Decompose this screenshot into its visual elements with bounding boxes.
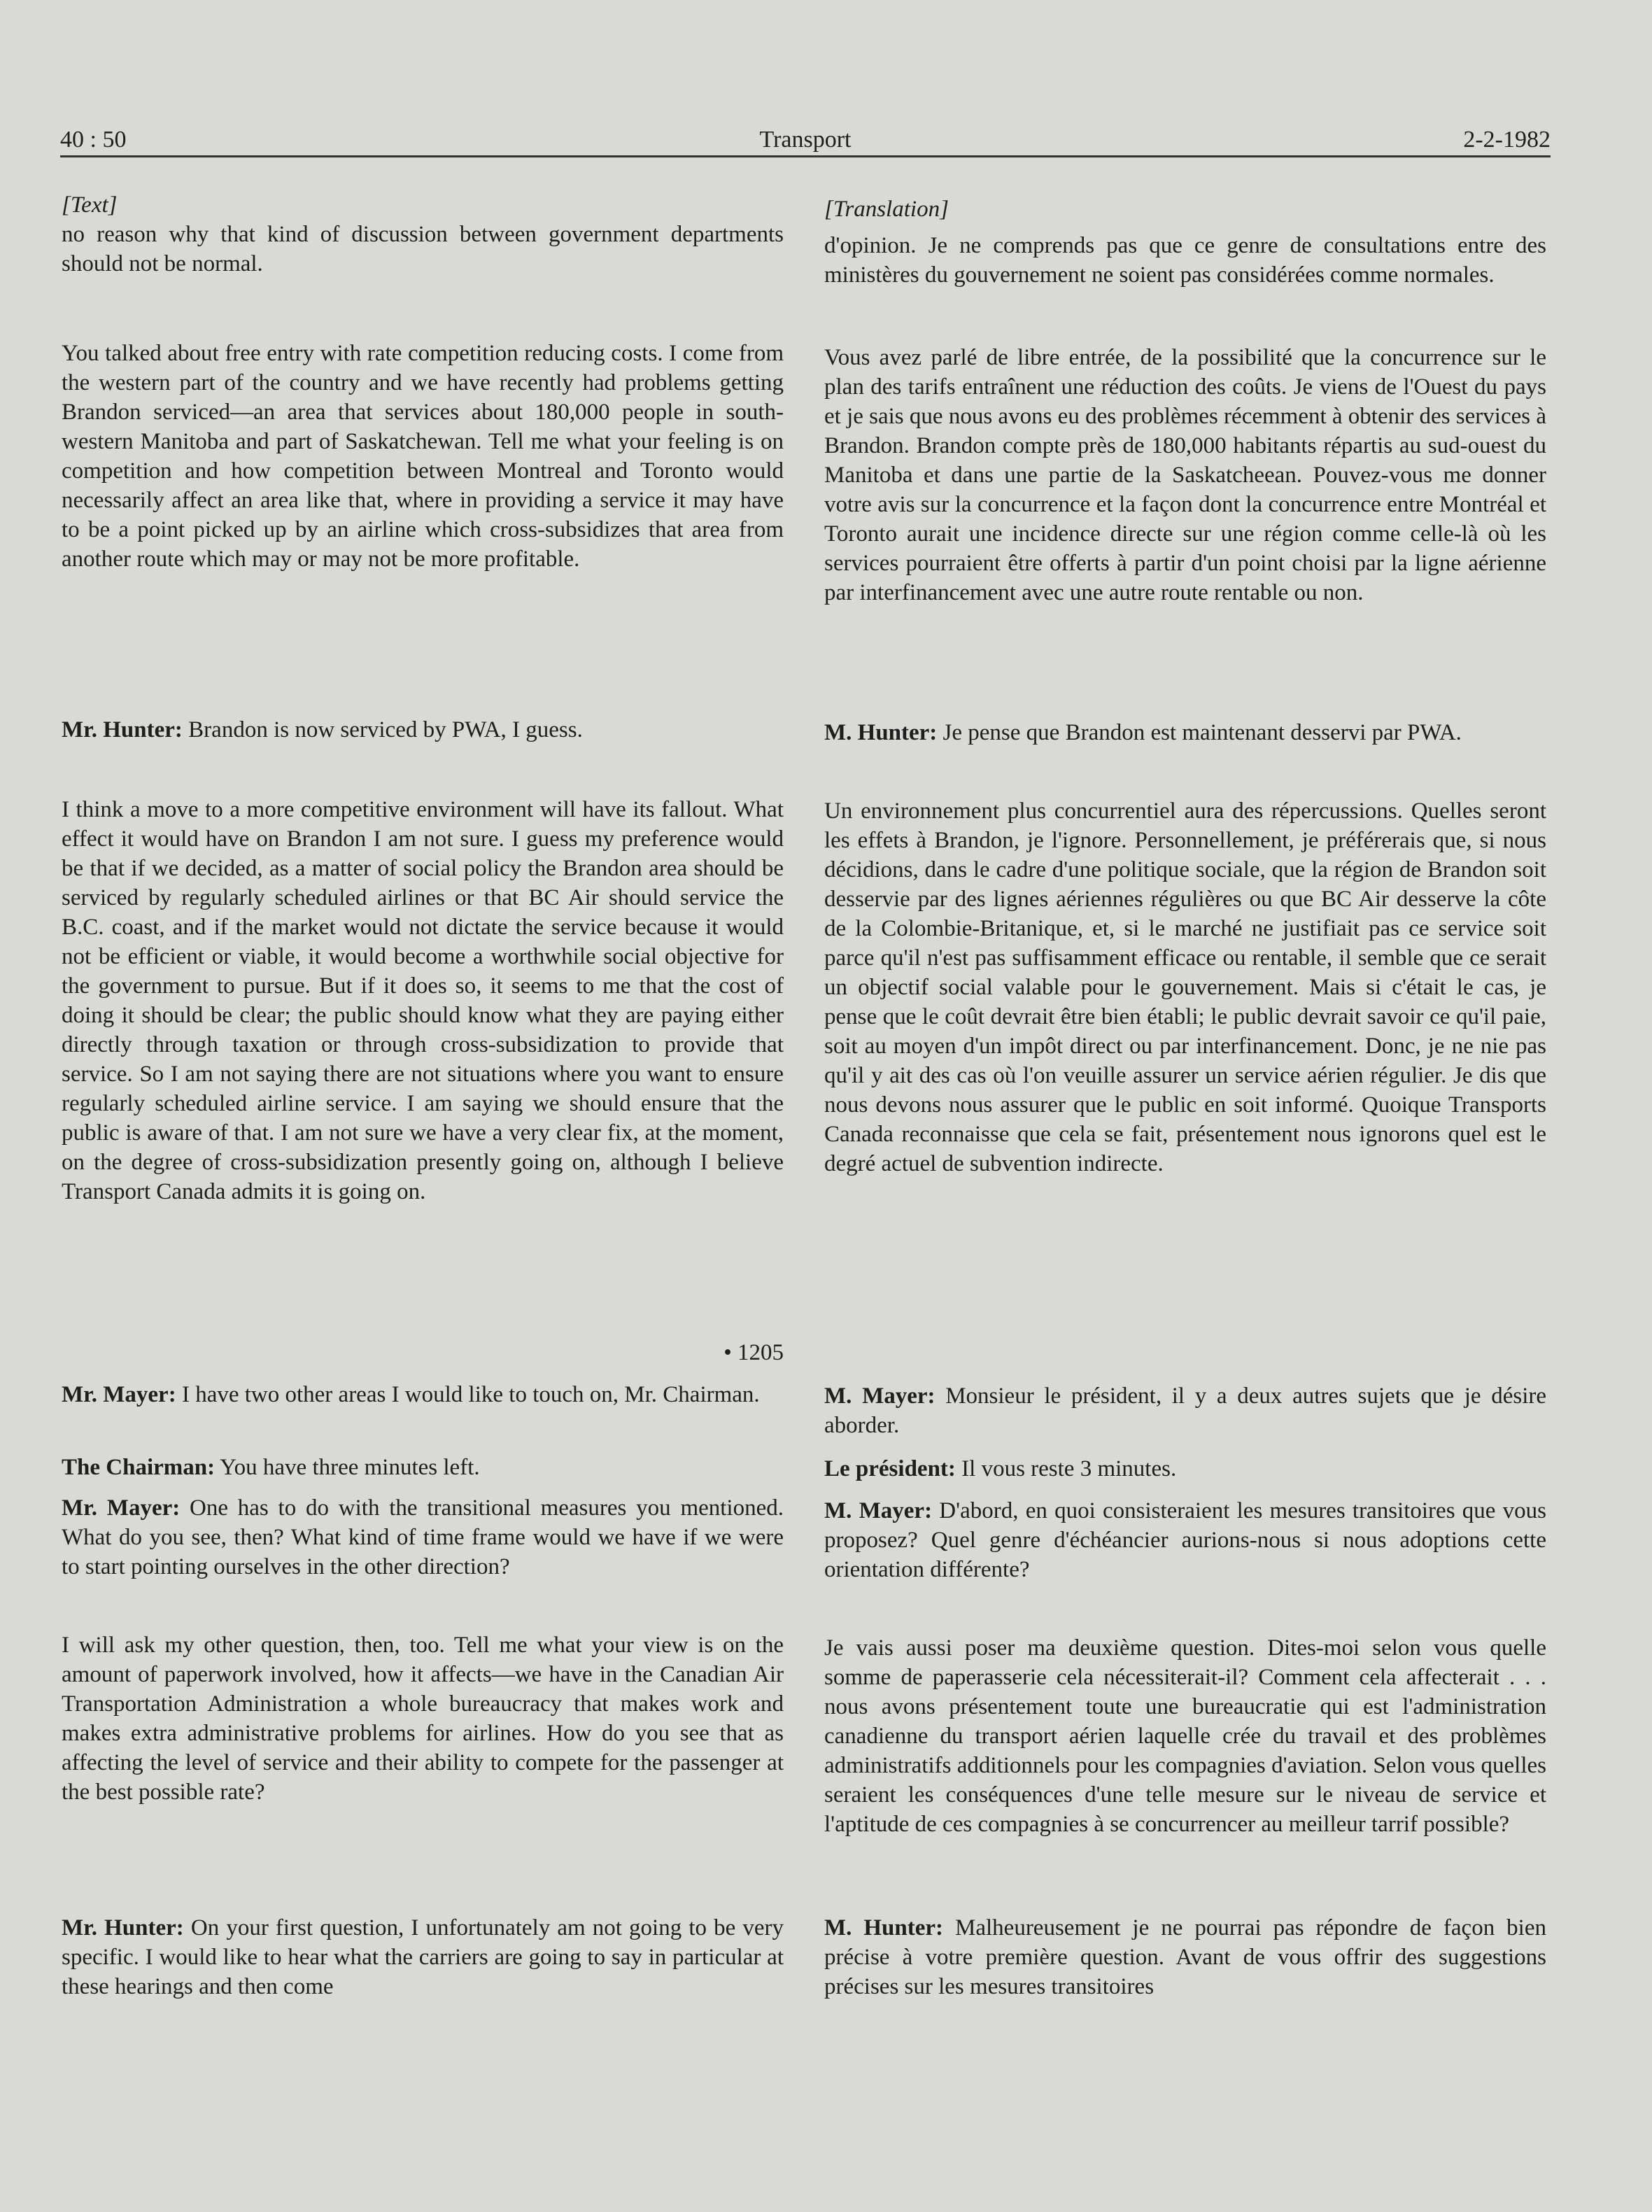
right-paragraph-7: [824, 1496, 1546, 1584]
right-paragraph-4: Un environnement plus concurrentiel aura des répercussions. Quelles seront les effets à Brandon, je l'ignore. Personnellement, je préférerais que, si nous décidions, dans le cadre d'une politique sociale, que la région de Brandon soit desservie par des lignes aériennes régulières ou que BC Air desserve la côte de la Colombie-Britanique, et, si le marché ne justifiait pas ce service soit parce qu'il n'est pas suffisamment efficace ou rentable, il semble que ce serait un objectif social valable pour le gouvernement. Mais si c'était le cas, je pense que le coût devrait être bien établi; le public devrait savoir ce qu'il paie, soit au moyen d'un impôt direct ou par interfinancement. Donc, je ne nie pas qu'il y ait des cas où l'on veuille assurer un service aérien régulier. Je dis que nous devons nous assurer que le public en soit informé. Quoique Transports Canada reconnaisse que cela se fait, présentement nous ignorons quel est le degré actuel de subvention indirecte.: [824, 798, 1546, 1176]
right-paragraph-3: [824, 718, 1546, 747]
speech: Brandon is now serviced by PWA, I guess.: [182, 717, 583, 742]
left-paragraph-3: [62, 715, 784, 745]
left-paragraph-4: I think a move to a more competitive environment will have its fallout. What effect it would have on Brandon I am not sure. I guess my preference would be that if we decided, as a matter of social policy the Brandon area should be serviced by regularly scheduled airlines or that BC Air should service the B.C. coast, and if the market would not dictate the service because it would not be efficient or viable, it would become a worthwhile social objective for the government to pursue. But if it does so, it seems to me that the cost of doing it should be clear; the public should know what they are paying either directly through taxation or through cross-subsidization to provide that service. So I am not saying there are not situations where you want to ensure regularly scheduled airline service. I am saying we should ensure that the public is aware of that. I am not sure we have a very clear fix, at the moment, on the degree of cross-subsidization presently going on, although I believe Transport Canada admits it is going on.: [62, 797, 784, 1204]
speech: Monsieur le président, il y a deux autres sujets que je désire aborder.: [824, 1383, 1547, 1438]
speech: I have two other areas I would like to touch on, Mr. Chairman.: [176, 1382, 760, 1407]
right-paragraph-2: Vous avez parlé de libre entrée, de la possibilité que la concurrence sur le plan des tarifs entraînent une réduction des coûts. Je viens de l'Ouest du pays et je sais que nous avons eu des problèmes récemment à obtenir des services à Brandon. Brandon compte près de 180,000 habitants répartis au sud-ouest du Manitoba et dans une partie de la Saskatcheean. Pouvez-vous me donner votre avis sur la concurrence et la façon dont la concurrence entre Montréal et Toronto aurait une incidence directe sur une région comme celle-là où les services pourraient être offerts à partir d'un point choisi par la ligne aérienne par interfinancement avec une autre route rentable ou non.: [824, 345, 1546, 605]
left-paragraph-9: [62, 1913, 784, 2001]
right-paragraph-6: [824, 1454, 1546, 1484]
right-paragraph-8: Je vais aussi poser ma deuxième question. Dites-moi selon vous quelle somme de paperasserie cela nécessiterait-il? Comment cela affecterait . . . nous avons présentement toute une bureaucratie qui est l'administration canadienne du transport aérien laquelle crée du travail et des problèmes administratifs additionnels pour les compagnies d'aviation. Selon vous quelles seraient les conséquences d'une telle mesure sur le niveau de service et l'aptitude de ces compagnies à se concurrencer au meilleur tarrif possible?: [824, 1635, 1546, 1837]
speech: You have three minutes left.: [215, 1455, 480, 1480]
speech: Il vous reste 3 minutes.: [955, 1456, 1177, 1481]
translation-tag: [Translation]: [824, 197, 949, 222]
page-header: [60, 123, 1551, 157]
speech: Malheureusement je ne pourrai pas répondre de façon bien précise à votre première question. Avant de vous offrir des suggestions précises sur les mesures transitoires: [824, 1915, 1546, 1999]
page-number: 40 : 50: [60, 127, 127, 153]
page-date: 2-2-1982: [1463, 127, 1551, 153]
left-paragraph-1: no reason why that kind of discussion between government departments should not be normal.: [62, 222, 784, 276]
left-paragraph-5: [62, 1380, 784, 1409]
speaker: M. Mayer:: [824, 1383, 936, 1409]
right-paragraph-5: [824, 1381, 1546, 1440]
text-tag: [Text]: [62, 192, 118, 218]
left-paragraph-2: You talked about free entry with rate competition reducing costs. I come from the western part of the country and we have recently had problems getting Brandon serviced—an area that services about 180,000 people in south-western Manitoba and part of Saskatchewan. Tell me what your feeling is on competition and how competition between Montreal and Toronto would necessarily affect an area like that, where in providing a service it may have to be a point picked up by an airline which cross-subsidizes that area from another route which may or may not be more profitable.: [62, 341, 784, 572]
speaker: Mr. Hunter:: [62, 717, 183, 742]
speaker: Mr. Mayer:: [62, 1495, 181, 1521]
speaker: M. Mayer:: [824, 1498, 933, 1523]
speaker: Mr. Hunter:: [62, 1915, 184, 1940]
time-marker: • 1205: [723, 1340, 784, 1365]
left-paragraph-7: [62, 1493, 784, 1581]
left-paragraph-8: I will ask my other question, then, too. Tell me what your view is on the amount of paperwork involved, how it affects—we have in the Canadian Air Transportation Administration a whole bureaucracy that makes work and makes extra administrative problems for airlines. How do you see that as affecting the level of service and their ability to compete for the passenger at the best possible rate?: [62, 1633, 784, 1805]
right-paragraph-9: [824, 1913, 1546, 2001]
running-title: Transport: [759, 127, 852, 153]
speech: One has to do with the transitional measures you mentioned. What do you see, then? What kind of time frame would we have if we were to start pointing ourselves in the other direction?: [62, 1495, 784, 1579]
speech: On your first question, I unfortunately am not going to be very specific. I would like to hear what the carriers are going to say in particular at these hearings and then come: [62, 1915, 784, 1999]
speaker: M. Hunter:: [824, 720, 938, 745]
speaker: M. Hunter:: [824, 1915, 944, 1940]
right-paragraph-1: d'opinion. Je ne comprends pas que ce genre de consultations entre des ministères du gouvernement ne soient pas considérées comme normales.: [824, 233, 1546, 288]
speech: Je pense que Brandon est maintenant desservi par PWA.: [937, 720, 1462, 745]
left-paragraph-6: [62, 1453, 784, 1482]
speech: D'abord, en quoi consisteraient les mesures transitoires que vous proposez? Quel genre d'échéancier aurions-nous si nous adoptions cette orientation différente?: [824, 1498, 1546, 1582]
speaker: Le président:: [824, 1456, 956, 1481]
header-rule: [60, 155, 1551, 157]
speaker: Mr. Mayer:: [62, 1382, 176, 1407]
speaker: The Chairman:: [62, 1455, 216, 1480]
